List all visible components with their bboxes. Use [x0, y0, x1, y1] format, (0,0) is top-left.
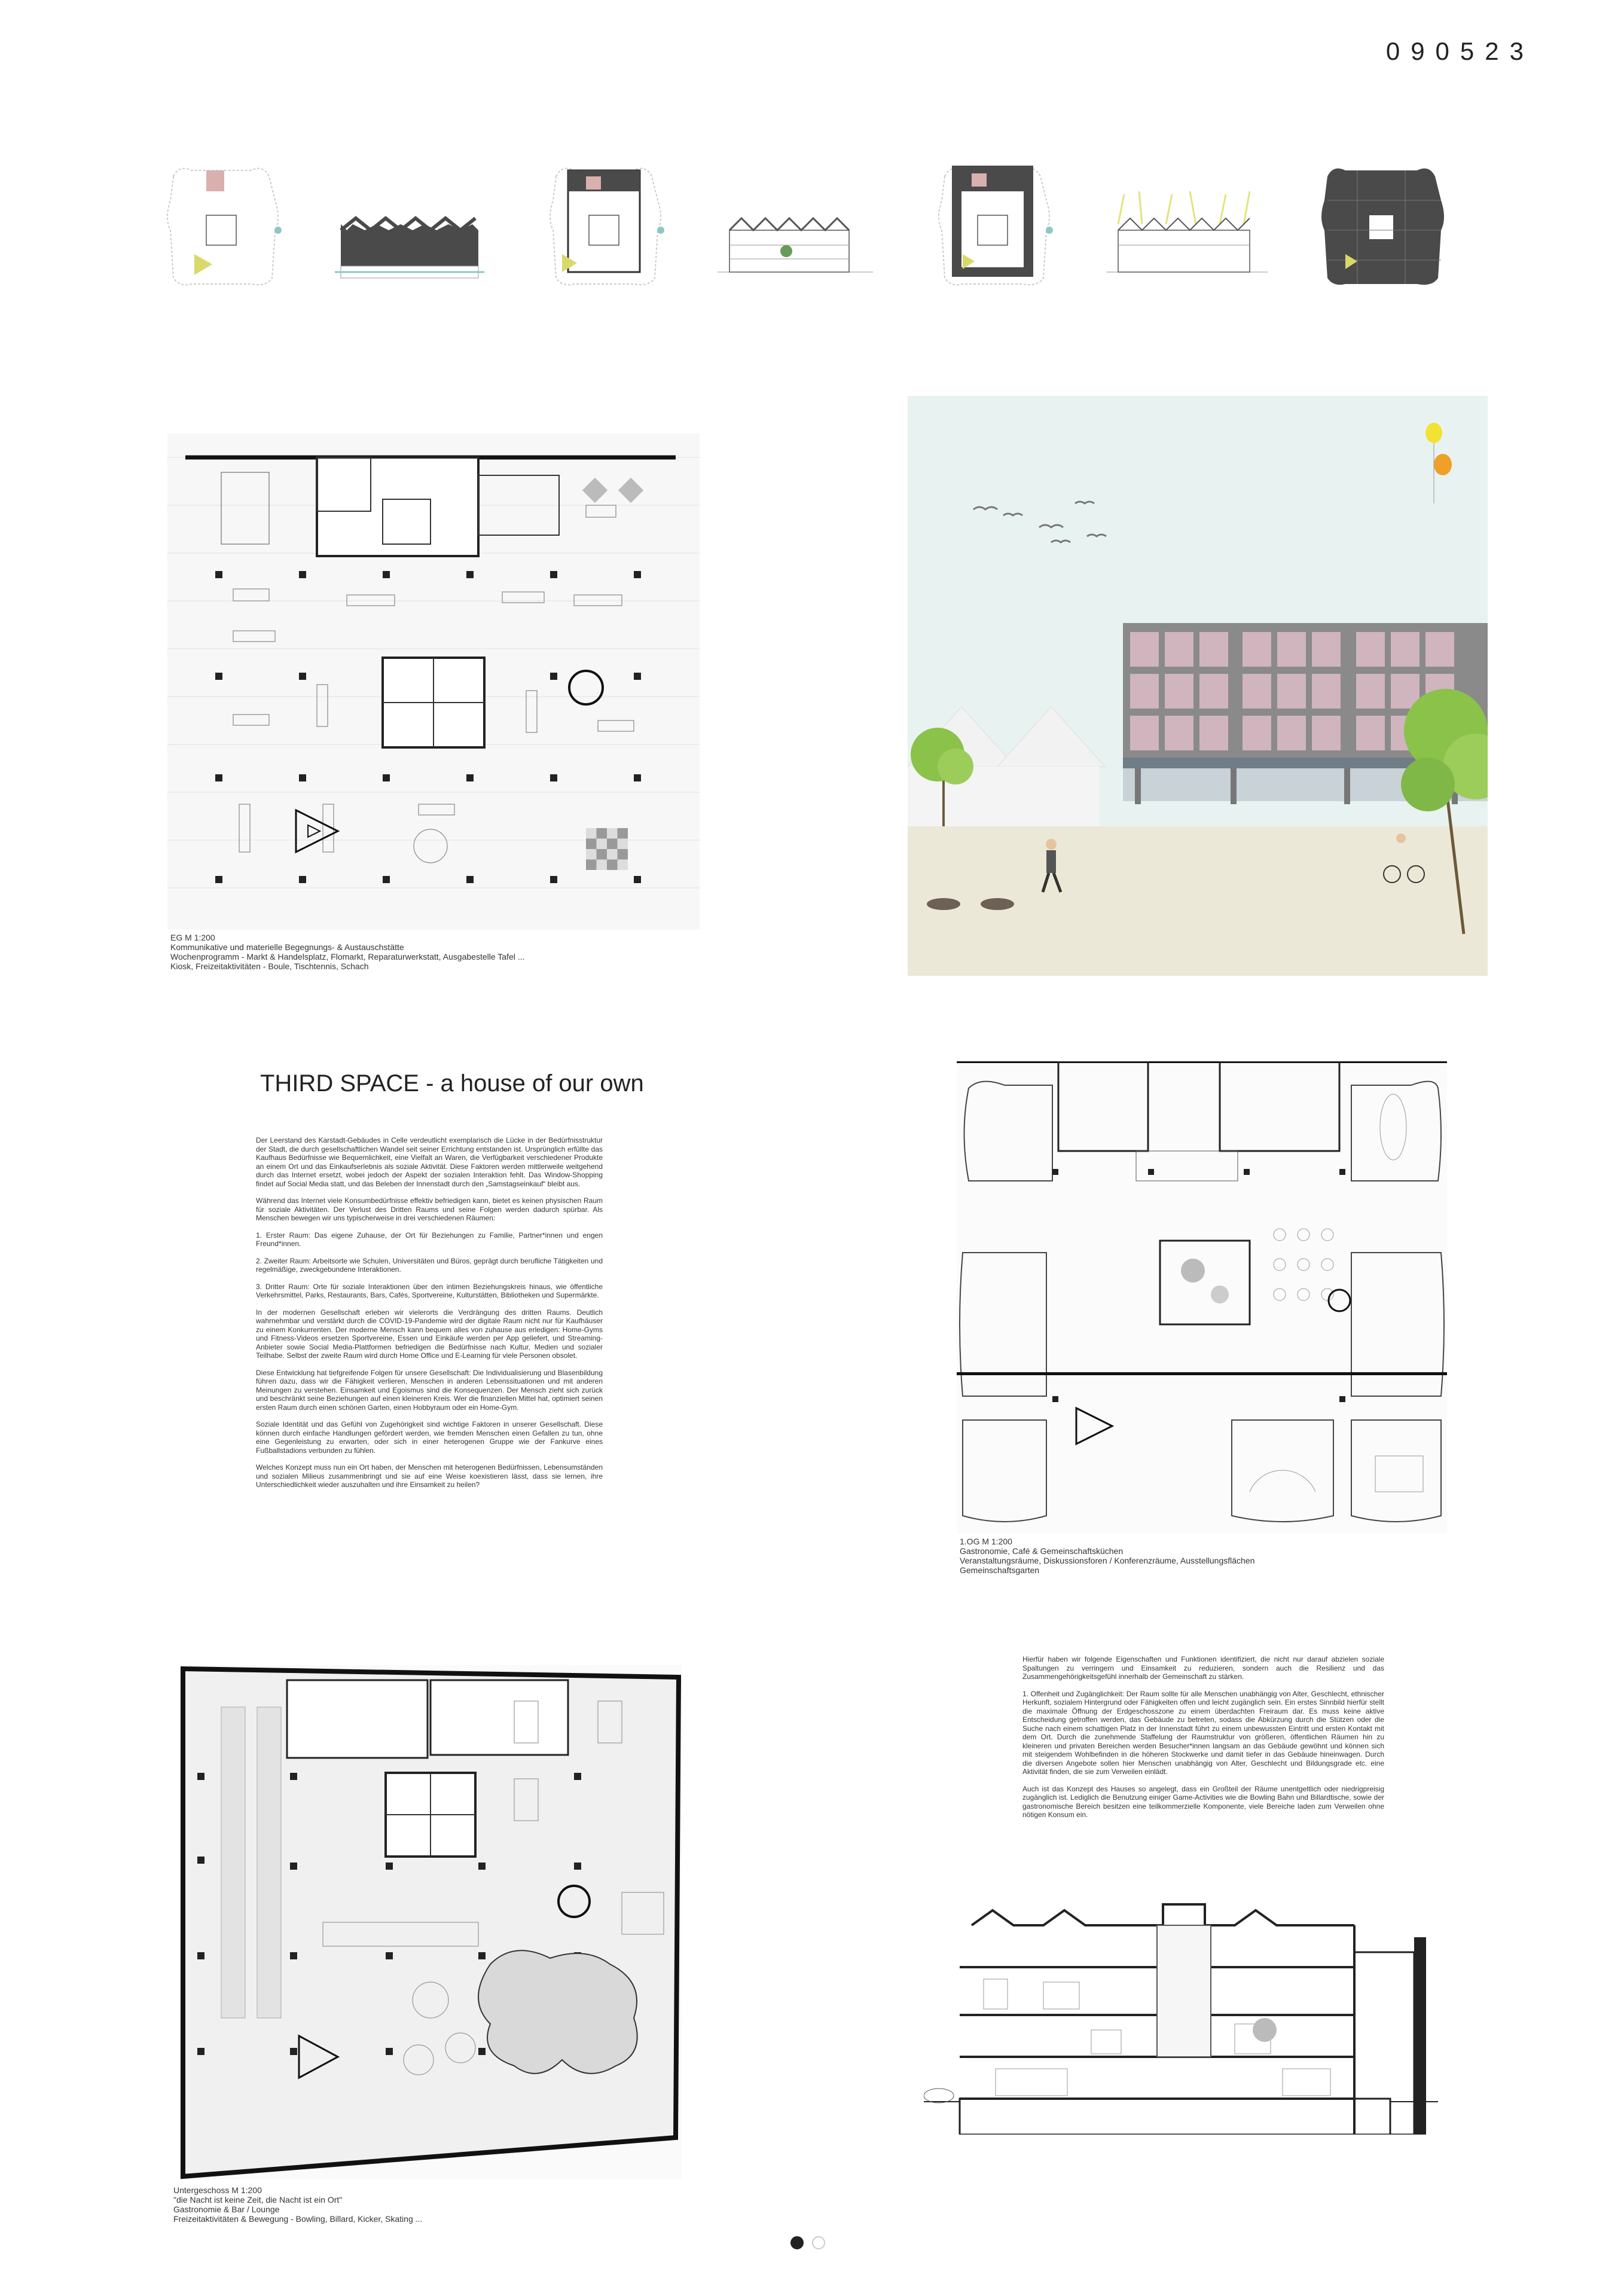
- qualities-text: Hierfür haben wir folgende Eigenschaften und Funktionen identifiziert, die nicht nur darauf abzielen soziale Spaltungen zu verringern und Einsamkeit zu reduzieren, sondern auch die Resilienz und das Zusammengehörigkeitsgefühl innerhalb der Gemeinschaft zu stärken. 1. Offenheit und Zugänglichkeit: Der Raum sollte für alle Menschen unabhängig von Alter, Geschlecht, ethnischer Herkunft, sozialem Hintergrund oder Fähigkeiten offen und leicht zugänglich sein. Ein erstes Sinnbild hierfür stellt die maximale Öffnung der Erdgeschosszone zu einem überdachten Freiraum dar. Es muss keine aktive Entscheidung getroffen werden, das Gebäude zu betreten, sodass die Abkürzung durch die Stützen oder die Suche nach einem schattigen Platz in der Innenstadt führt zu einem unbewussten Eintritt und ersten Kontakt mit dem Ort. Durch die zunehmende Staffelung der Raumstruktur von größeren, öffentlichen Räumen hin zu kleineren und privaten Bereichen werden Besucher*innen langsam an das Gebäude gewöhnt und können sich mit steigendem Wohlbefinden in die höheren Stockwerke und damit tiefer in das Gebäude hineinwagen. Durch die diversen Angebote sollen hier Menschen unabhängig von Alter, Geschlecht und Bildungsgrade etc. eine Aktivität finden, die sie zum Verweilen einlädt. Auch ist das Konzept des Hauses so angelegt, dass ein Großteil der Räume unentgeltlich oder niedrigpreisig zugänglich ist. Lediglich die Benutzung einiger Game-Activities wie die Bowling Bahn und Billardtische, sowie der gastronomische Bereich besitzen eine teilkommerzielle Komponente, viele Bereiche laden zum Verweilen ohne nötigen Konsum ein.: [1022, 1655, 1384, 1819]
- sheet-id: 090523: [1385, 37, 1534, 65]
- concept-diagram-strip: [161, 158, 1477, 296]
- basement-caption: Untergeschoss M 1:200 "die Nacht ist keine Zeit, die Nacht ist ein Ort" Gastronomie & Bar / Lounge Freizeitaktivitäten & Bewegung - Bowling, Billard, Kicker, Skating ...: [173, 2185, 423, 2224]
- diagram-plan-2: [550, 169, 664, 285]
- skate-bowl: [478, 1950, 637, 2074]
- basement-plan: [179, 1665, 682, 2179]
- first-floor-caption: 1.OG M 1:200 Gastronomie, Café & Gemeinschaftsküchen Veranstaltungsräume, Diskussionsforen / Konferenzräume, Ausstellungsflächen Gemeinschaftsgarten: [960, 1537, 1255, 1575]
- pagination: [790, 2236, 825, 2249]
- exterior-rendering: [908, 396, 1488, 976]
- diagram-elevation-3: [1106, 191, 1268, 272]
- ground-floor-caption: EG M 1:200 Kommunikative und materielle Begegnungs- & Austauschstätte Wochenprogramm - Markt & Handelsplatz, Flomarkt, Reparaturwerkstatt, Ausgabestelle Tafel ... Kiosk, Freizeitaktivitäten - Boule, Tischtennis, Schach: [170, 933, 525, 971]
- ground-floor-plan: [167, 433, 700, 930]
- building-section: [924, 1895, 1438, 2135]
- project-title: THIRD SPACE - a house of our own: [260, 1070, 644, 1097]
- page-dot-1[interactable]: [790, 2236, 804, 2249]
- diagram-elevation-1: [335, 218, 484, 278]
- diagram-plan-3: [939, 169, 1053, 285]
- diagram-elevation-2: [718, 218, 873, 272]
- first-floor-plan: [957, 1061, 1447, 1534]
- page-dot-2[interactable]: [812, 2236, 825, 2249]
- chess-board: [586, 828, 628, 870]
- diagram-plan-1: [167, 169, 282, 285]
- intro-text: Der Leerstand des Karstadt-Gebäudes in Celle verdeutlicht exemplarisch die Lücke in der Bedürfnisstruktur der Stadt, die durch gesellschaftlichen Wandel seit seiner Errichtung entstanden ist. Ursprünglich erfüllte das Kaufhaus Bedürfnisse wie Bequemlichkeit, eine Vielfalt an Waren, die Verfügbarkeit verschiedener Produkte an einem Ort und das Einkaufserlebnis als soziale Aktivität. Diese Faktoren werden mittlerweile weitgehend durch das Internet ersetzt, wobei jedoch der Aspekt der sozialen Interaktion fehlt. Das Window-Shopping findet auf Social Media statt, und das Beleben der Innenstadt durch den „Samstagseinkauf“ bleibt aus. Während das Internet viele Konsumbedürfnisse effektiv befriedigen kann, bietet es keinen physischen Raum für soziale Aktivitäten. Der Verlust des Dritten Raums und seine Folgen werden dadurch spürbar. Als Menschen bewegen wir uns typischerweise in drei verschiedenen Räumen: 1. Erster Raum: Das eigene Zuhause, der Ort für Beziehungen zu Familie, Partner*innen und engen Freund*innen. 2. Zweiter Raum: Arbeitsorte wie Schulen, Universitäten und Büros, geprägt durch berufliche Tätigkeiten und regelmäßige, zweckgebundene Interaktionen. 3. Dritter Raum: Orte für soziale Interaktionen über den intimen Beziehungskreis hinaus, wie öffentliche Verkehrsmittel, Parks, Restaurants, Bars, Cafés, Sportvereine, Kulturstätten, Bibliotheken und Supermärkte. In der modernen Gesellschaft erleben wir vielerorts die Verdrängung des dritten Raums. Deutlich wahrnehmbar und verstärkt durch die COVID-19-Pandemie wird der digitale Raum nicht nur für Kaufhäuser zu einem Konkurrenten. Der moderne Mensch kann bequem alles von zuhause aus erledigen: Home-Gyms und Fitness-Videos ersetzen Sportvereine, Essen und Einkäufe werden per App geliefert, und Streaming-Anbieter sowie Social Media-Plattformen befriedigen die Bedürfnisse nach Kultur, Medien und sozialer Teilhabe. Selbst der zweite Raum wird durch Home Office und E-Learning für viele Personen obsolet. Diese Entwicklung hat tiefgreifende Folgen für unsere Gesellschaft: Die Individualisierung und Blasenbildung führen dazu, dass wir die Fähigkeit verlieren, Menschen in anderen Lebenssituationen und mit anderen Meinungen zu verstehen. Einsamkeit und Egoismus sind die Konsequenzen. Der Mensch zieht sich zurück und beschränkt seine Beziehungen auf einen kleineren Kreis. Wer die finanziellen Mittel hat, optimiert seinen ersten Raum durch einen schönen Garten, einen Hobbyraum oder ein Home-Gym. Soziale Identität und das Gefühl von Zugehörigkeit sind wichtige Faktoren in unserer Gesellschaft. Diese können durch einfache Handlungen gefördert werden, wie fremden Menschen einen Gefallen zu tun, ohne eine Gegenleistung zu erwarten, oder sich in einer heterogenen Gruppe wie der Fankurve eines Fußballstadions verbunden zu fühlen. Welches Konzept muss nun ein Ort haben, der Menschen mit heterogenen Bedürfnissen, Lebensumständen und sozialen Milieus zusammenbringt und sie auf eine Weise koexistieren lässt, dass sie lernen, ihre Unterschiedlichkeit wieder auszuhalten und ihre Einsamkeit zu heilen?: [256, 1136, 603, 1489]
- diagram-plan-4: [1321, 169, 1444, 285]
